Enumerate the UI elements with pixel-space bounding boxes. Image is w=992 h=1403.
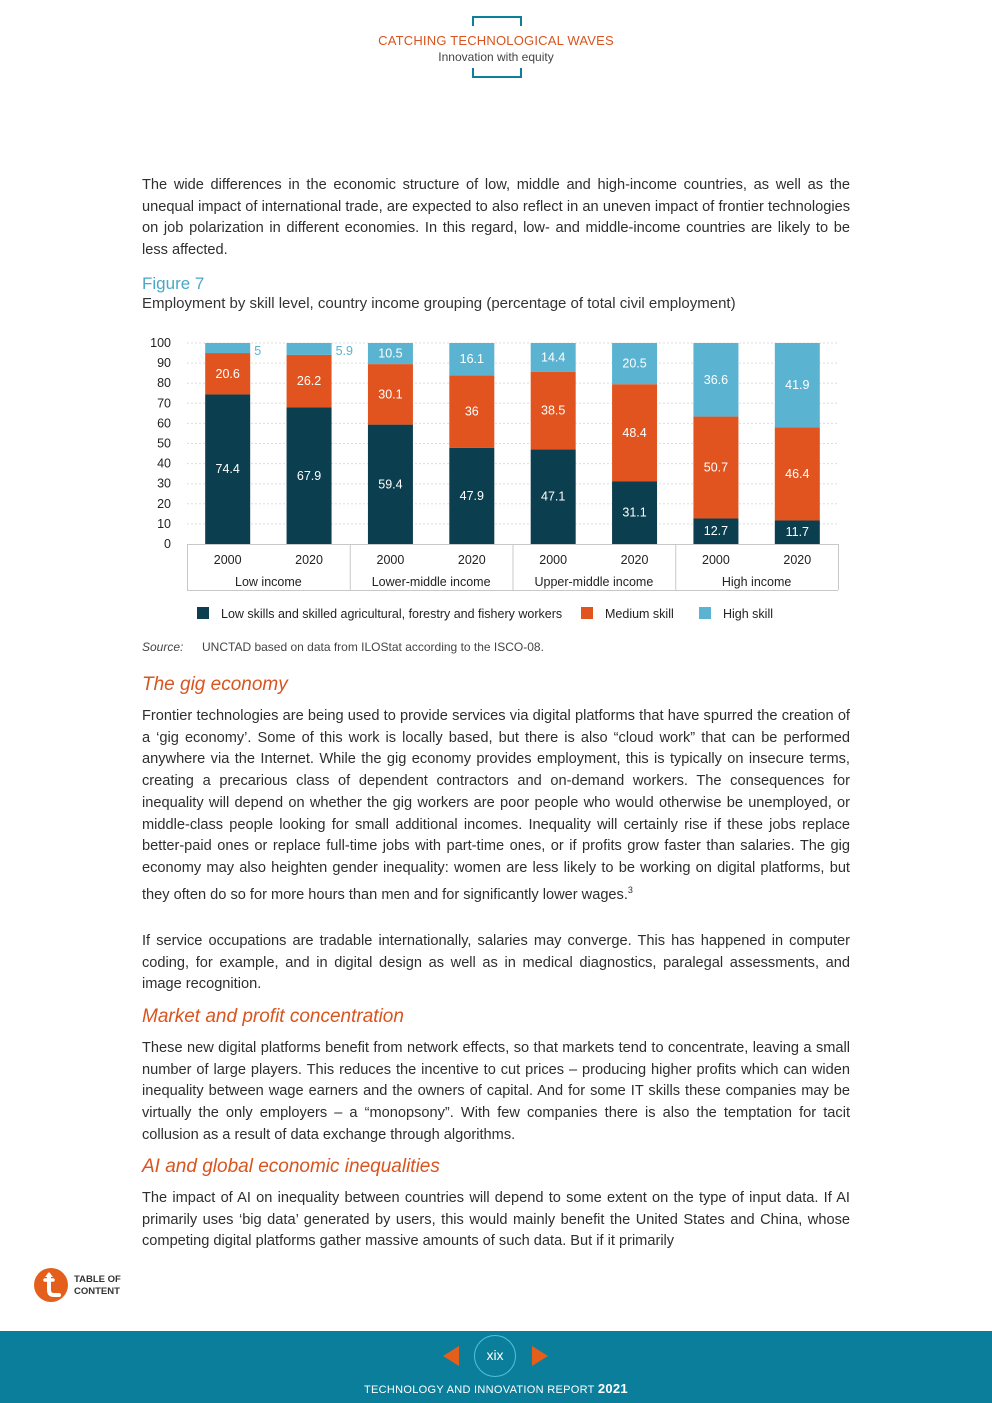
header-bracket-bottom <box>472 68 522 78</box>
data-label: 59.4 <box>378 477 403 492</box>
page-number: xix <box>474 1335 516 1377</box>
group-label: High income <box>721 575 792 589</box>
bar-segment <box>205 343 250 353</box>
data-label: 47.1 <box>541 489 566 504</box>
toc-label-line1: TABLE OF <box>74 1274 121 1285</box>
legend-swatch <box>197 607 209 619</box>
section-heading-gig-economy: The gig economy <box>142 674 288 695</box>
x-tick-label: 2000 <box>702 553 730 567</box>
group-label: Low income <box>235 575 302 589</box>
x-tick-label: 2020 <box>783 553 812 567</box>
data-label: 38.5 <box>541 403 566 418</box>
section-heading-ai-inequalities: AI and global economic inequalities <box>142 1156 440 1177</box>
data-label: 20.5 <box>622 356 647 371</box>
footer-report-year: 2021 <box>597 1381 628 1396</box>
y-tick-label: 10 <box>157 516 171 531</box>
header-title: CATCHING TECHNOLOGICAL WAVES <box>378 33 614 48</box>
data-label: 12.7 <box>703 524 729 539</box>
data-label: 50.7 <box>703 460 729 475</box>
previous-page-icon[interactable] <box>442 1345 460 1367</box>
source-label: Source: <box>142 640 184 654</box>
footnote-ref-3[interactable]: 3 <box>627 884 633 895</box>
x-tick-label: 2000 <box>376 553 405 567</box>
data-label: 26.2 <box>296 374 322 389</box>
group-label: Upper-middle income <box>534 575 654 589</box>
x-tick-label: 2020 <box>620 553 649 567</box>
y-tick-label: 60 <box>157 416 171 431</box>
bar-segment <box>287 343 332 355</box>
data-label: 16.1 <box>459 352 484 367</box>
source-text: UNCTAD based on data from ILOStat according to the ISCO-08. <box>202 640 544 654</box>
figure-caption: Employment by skill level, country income grouping (percentage of total civil employment) <box>142 295 736 312</box>
data-label: 31.1 <box>622 505 647 520</box>
data-label: 74.4 <box>215 462 240 477</box>
x-tick-label: 2000 <box>539 553 568 567</box>
table-of-content-button[interactable] <box>34 1268 144 1304</box>
data-label: 30.1 <box>378 387 403 402</box>
data-label: 47.9 <box>459 488 484 503</box>
group-label: Lower-middle income <box>371 575 491 589</box>
data-label: 11.7 <box>785 525 810 540</box>
data-label: 46.4 <box>785 466 810 481</box>
y-tick-label: 20 <box>157 496 171 511</box>
data-label: 48.4 <box>622 425 647 440</box>
x-tick-label: 2020 <box>457 553 486 567</box>
y-tick-label: 30 <box>157 476 171 491</box>
y-tick-label: 90 <box>157 356 171 371</box>
legend-swatch <box>699 607 711 619</box>
data-label: 14.4 <box>541 350 566 365</box>
y-tick-label: 70 <box>157 396 171 411</box>
figure-source <box>142 640 544 654</box>
legend-label: Medium skill <box>605 607 674 621</box>
footer-report-name: TECHNOLOGY AND INNOVATION REPORT <box>364 1384 595 1396</box>
footer-bar <box>0 1331 992 1403</box>
figure-label: Figure 7 <box>142 274 205 293</box>
ai-inequalities-paragraph: The impact of AI on inequality between countries will depend to some extent on the type of input data. If AI primarily uses ‘big data’ generated by users, this would mainly benefit the United States and China, whose competing digital platforms gather massive amounts of such data. But if it primarily <box>142 1190 850 1250</box>
legend-swatch <box>581 607 593 619</box>
header-subtitle: Innovation with equity <box>438 50 554 64</box>
y-tick-label: 40 <box>157 456 171 471</box>
intro-paragraph: The wide differences in the economic structure of low, middle and high-income countries, as well as the unequal impact of international trade, are expected to also reflect in an uneven impact of frontier technologies on job polarization in different economies. In this regard, low- and middle-income countries are likely to be less affected. <box>142 177 850 259</box>
gig-economy-paragraph-2: If service occupations are tradable internationally, salaries may converge. This has happened in computer coding, for example, and in digital design as well as in medical diagnostics, paralegal assessments, and image recognition. <box>142 933 850 993</box>
x-tick-label: 2000 <box>213 553 242 567</box>
gig-economy-paragraph-1 <box>142 706 850 906</box>
y-tick-label: 0 <box>164 537 171 551</box>
y-tick-label: 80 <box>157 376 171 391</box>
data-label: 5.9 <box>335 344 353 358</box>
data-label: 5 <box>254 344 262 358</box>
data-label: 36 <box>464 404 479 419</box>
section-heading-market-concentration: Market and profit concentration <box>142 1006 404 1027</box>
x-tick-label: 2020 <box>295 553 323 567</box>
legend-label: High skill <box>723 607 774 621</box>
header-bracket-top <box>472 16 522 26</box>
footer-report-title <box>0 1381 992 1396</box>
data-label: 36.6 <box>703 372 729 387</box>
data-label: 67.9 <box>296 468 322 483</box>
data-label: 20.6 <box>215 366 240 381</box>
legend-label: Low skills and skilled agricultural, forestry and fishery workers <box>221 607 563 621</box>
gig-economy-paragraph-1-text: Frontier technologies are being used to provide services via digital platforms that have spurred the creation of a ‘gig economy’. Some of this work is locally based, but there is also “cloud work” that can be performed anywhere via the Internet. While the gig economy provides employment, this is typically on insecure terms, creating a precarious class of dependent contractors and on-demand workers. The consequences for inequality will depend on whether the gig workers are poor people who would otherwise be unemployed, or middle-class people looking for small additional incomes. Inequality will certainly rise if these jobs replace better-paid ones or replace full-time jobs with part-time ones, or if profits grow faster than salaries. The gig economy may also heighten gender inequality: women are less likely to be working on digital platforms, but they often do so for more hours than men and for significantly lower wages. <box>142 708 850 903</box>
toc-icon <box>34 1268 68 1302</box>
stacked-bar-chart <box>140 330 852 630</box>
next-page-icon[interactable] <box>531 1345 549 1367</box>
market-concentration-paragraph: These new digital platforms benefit from network effects, so that markets tend to concentrate, leaving a small number of large players. This reduces the incentive to cut prices – producing higher profits which can widen inequality between wage earners and the owners of capital. And for some IT skills these companies may be virtually the only employers – a “monopsony”. With few companies there is also the temptation for tacit collusion as a result of data exchange through algorithms. <box>142 1040 850 1143</box>
y-tick-label: 100 <box>150 336 171 350</box>
y-tick-label: 50 <box>157 436 171 451</box>
toc-label-line2: CONTENT <box>74 1286 120 1297</box>
data-label: 10.5 <box>378 346 403 361</box>
data-label: 41.9 <box>785 378 810 393</box>
